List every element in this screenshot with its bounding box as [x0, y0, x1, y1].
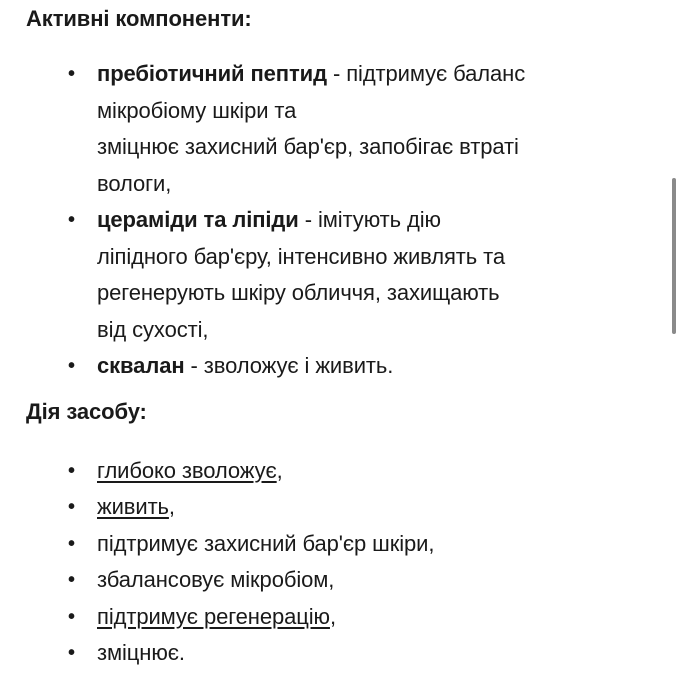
component-desc: ліпідного бар'єру, інтенсивно живлять та [97, 243, 506, 269]
list-item-balances-microbiome [26, 562, 656, 599]
nourishes-link[interactable]: живить [97, 494, 169, 519]
punctuation: , [276, 457, 283, 483]
bullet-icon: • [68, 605, 75, 628]
active-components-heading: Активні компоненти: [26, 6, 252, 31]
component-desc: регенерують шкіру обличчя, захищають [97, 280, 500, 305]
component-name: цераміди та ліпіди [97, 207, 299, 232]
component-desc: мікробіому шкіри та [97, 97, 297, 123]
list-item-nourishes [26, 489, 656, 526]
list-item-supports-regeneration [26, 599, 656, 636]
vertical-scrollbar[interactable] [672, 178, 676, 334]
bullet-icon: • [68, 496, 75, 518]
component-desc: - зволожує і живить. [184, 353, 394, 378]
bullet-icon: • [68, 355, 75, 377]
bullet-icon: • [68, 532, 75, 555]
list-item-squalane [26, 348, 656, 385]
product-action-heading: Дія засобу: [26, 398, 147, 424]
action-text: збалансовує мікробіом [97, 567, 329, 592]
action-text: підтримує захисний бар'єр шкіри [97, 530, 429, 556]
supports-regeneration-link[interactable]: підтримує регенерацію [97, 603, 330, 629]
list-item-supports-barrier [26, 526, 656, 563]
bullet-icon: • [68, 209, 75, 231]
punctuation: , [329, 603, 336, 629]
component-desc: - підтримує баланс [326, 61, 526, 86]
list-item-ceramides-lipids [26, 202, 656, 348]
product-action-list [26, 453, 656, 672]
component-desc: вологи, [97, 170, 172, 196]
action-text: зміцнює [97, 640, 179, 665]
bullet-icon: • [68, 63, 75, 85]
bullet-icon: • [68, 642, 75, 664]
component-name: пребіотичний пептид [97, 61, 327, 86]
deep-moisturizes-link[interactable]: глибоко зволожує [97, 457, 277, 483]
component-desc: зміцнює захисний бар'єр, запобігає втраті [97, 134, 519, 159]
punctuation: , [428, 530, 435, 556]
bullet-icon: • [68, 569, 75, 591]
active-components-list [26, 56, 656, 385]
punctuation: . [178, 640, 185, 665]
component-desc: - імітують дію [298, 207, 441, 232]
list-item-strengthens [26, 635, 656, 672]
bullet-icon: • [68, 459, 75, 482]
punctuation: , [328, 567, 335, 592]
component-desc: від сухості, [97, 316, 209, 342]
component-name: сквалан [97, 353, 185, 378]
list-item-prebiotic-peptide [26, 56, 656, 202]
product-description [26, 0, 656, 672]
list-item-deep-moisturizes [26, 453, 656, 490]
punctuation: , [168, 494, 175, 519]
